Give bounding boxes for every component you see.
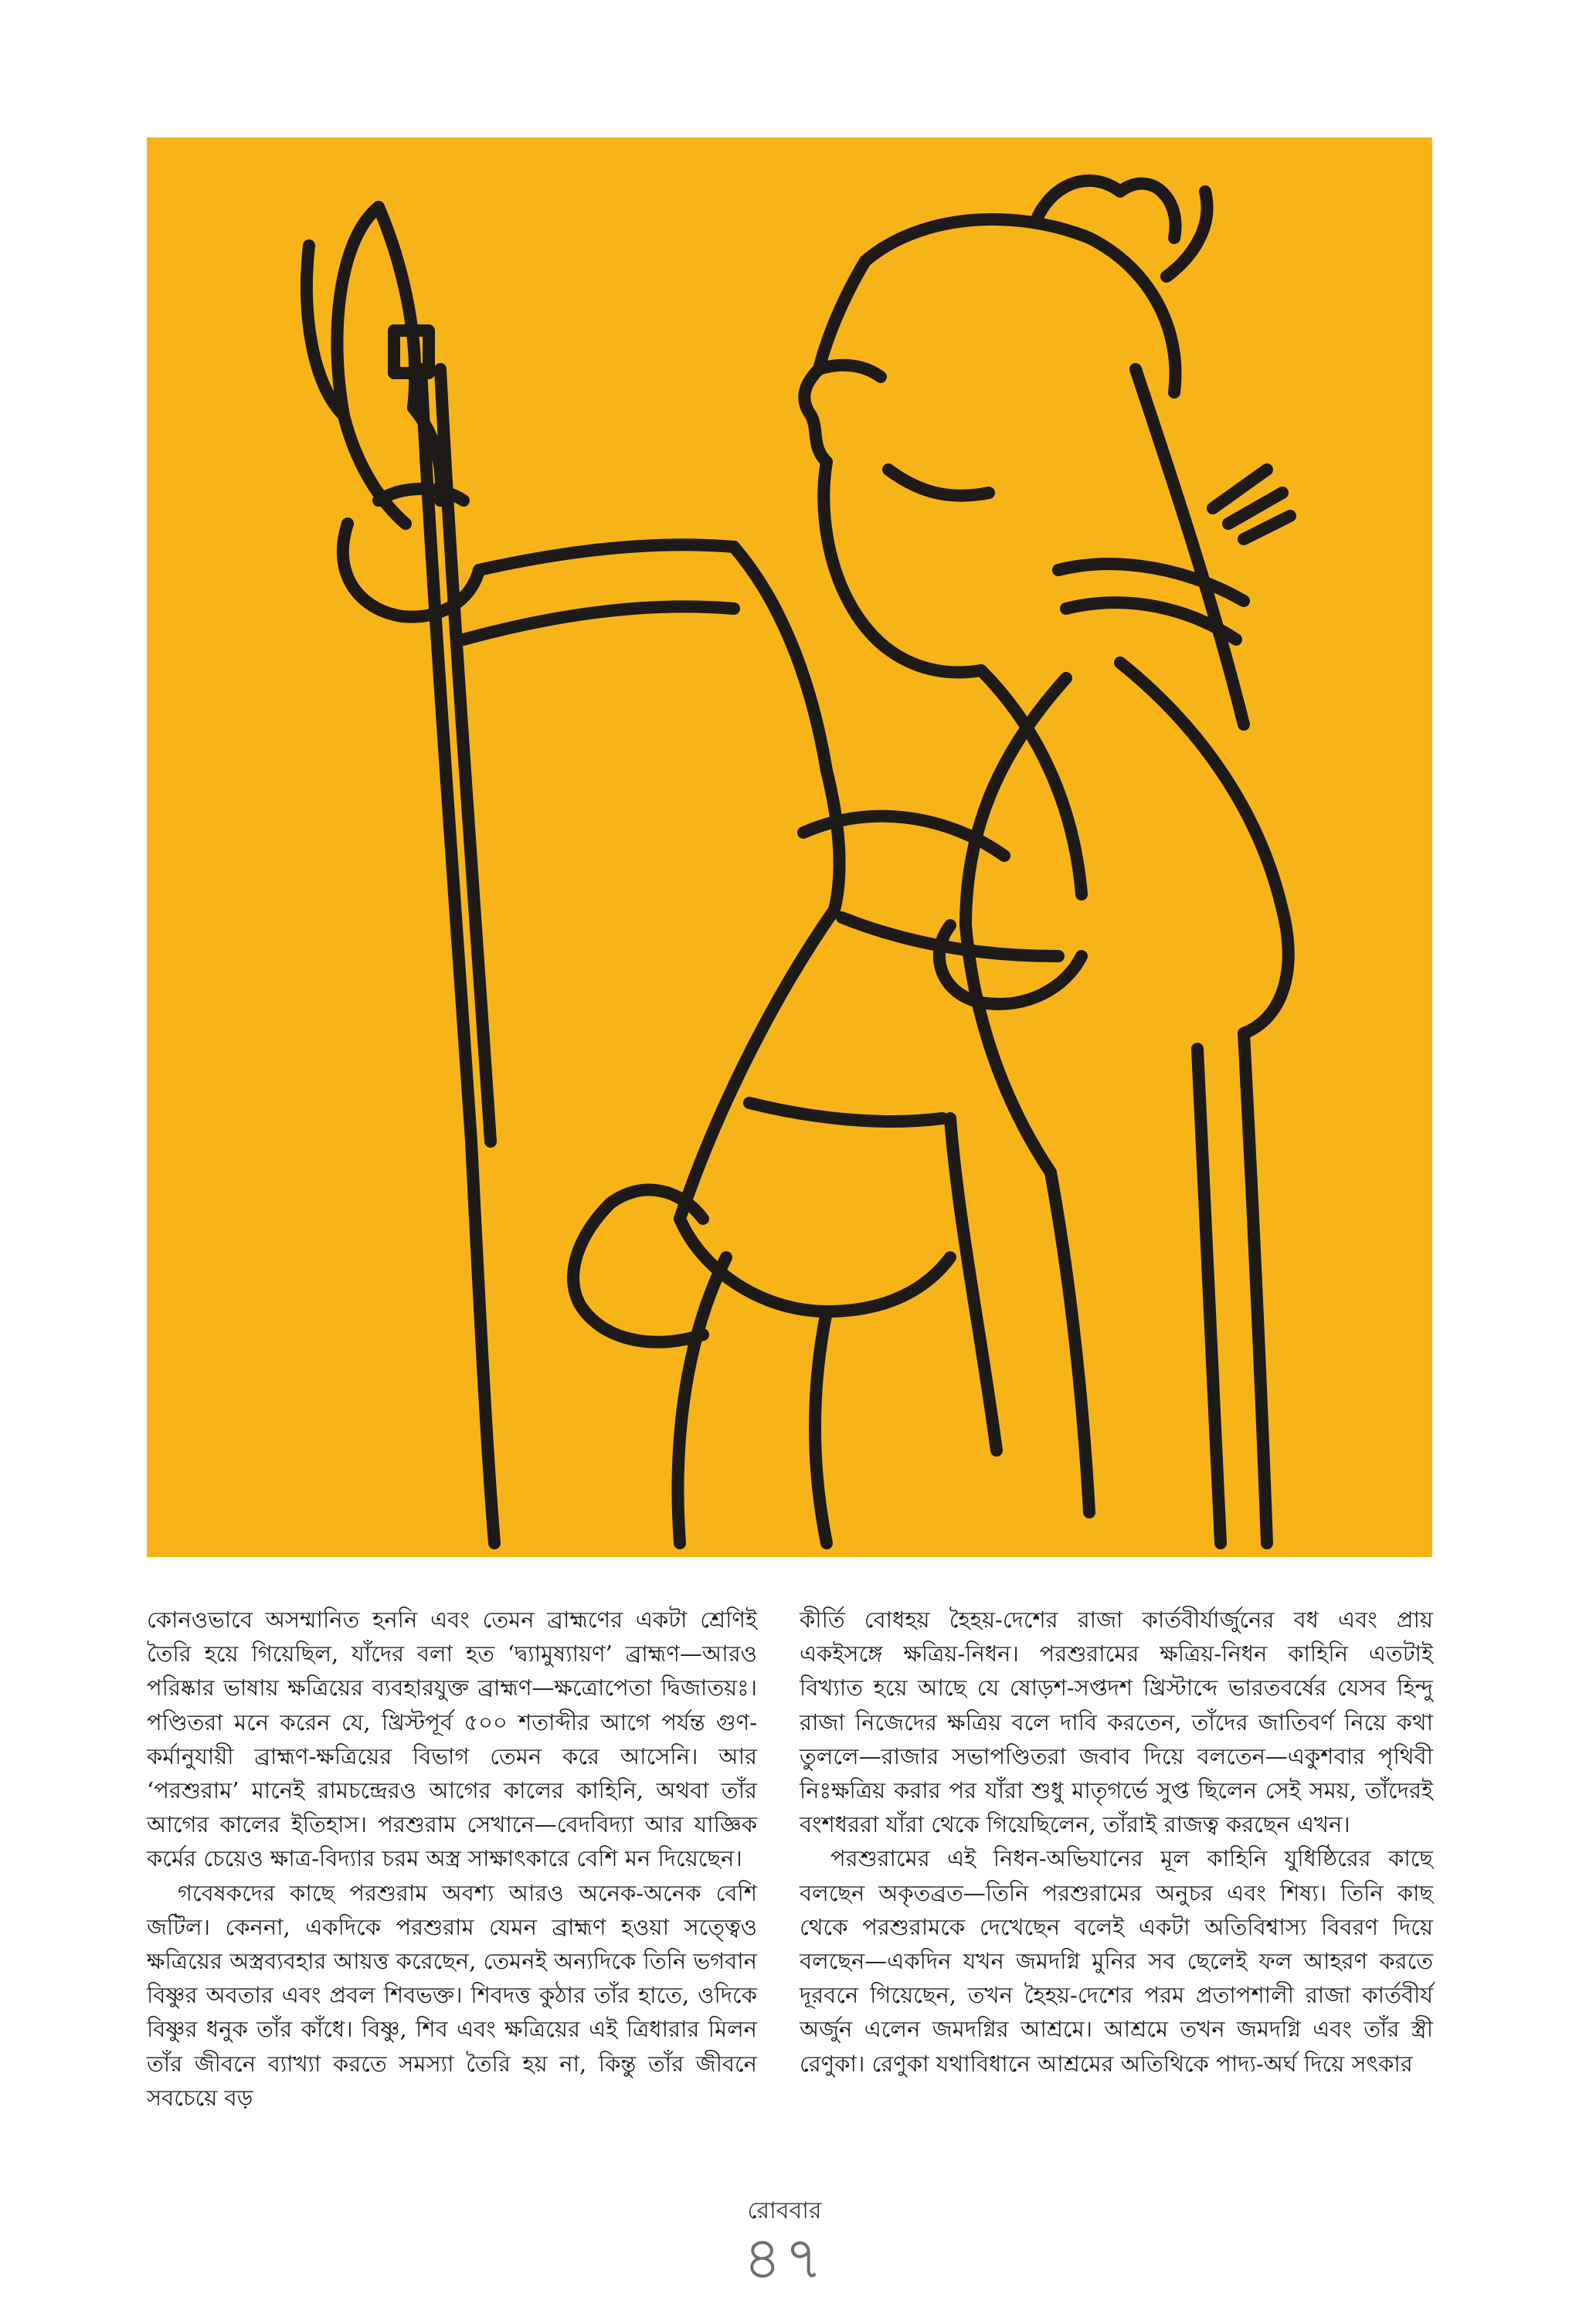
paragraph: পরশুরামের এই নিধন-অভিযানের মূল কাহিনি যুধিষ্ঠিরের কাছে বলছেন অকৃতব্রত—তিনি পরশুরামের অনুচর এবং শিষ্য। তিনি কাছ থেকে পরশুরামকে দেখেছেন বলেই একটা অতিবিশ্বাস্য বিবরণ দিয়ে বলছেন—একদিন যখন জমদগ্নি মুনির সব ছেলেই ফল আহরণ করতে দূরবনে গিয়েছেন, তখন হৈহয়-দেশের পরম প্রতাপশালী রাজা কার্তবীর্য অর্জুন এলেন জমদগ্নির আশ্রমে। আশ্রমে তখন জমদগ্নি এবং তাঁর স্ত্রী রেণুকা। রেণুকা যথাবিধানে আশ্রমের অতিথিকে পাদ্য-অর্ঘ দিয়ে সৎকার bbox=[800, 1845, 1433, 2077]
page-number: ৪৭ bbox=[743, 2224, 826, 2292]
paragraph: কীর্তি বোধহয় হৈহয়-দেশের রাজা কার্তবীর্যার্জুনের বধ এবং প্রায় একইসঙ্গে ক্ষত্রিয়-নিধন। পরশুরামের ক্ষত্রিয়-নিধন কাহিনি এতটাই বিখ্যাত হয়ে আছে যে ষোড়শ-সপ্তদশ খ্রিস্টাব্দে ভারতবর্ষের যেসব হিন্দু রাজা নিজেদের ক্ষত্রিয় বলে দাবি করতেন, তাঁদের জাতিবর্ণ নিয়ে কথা তুললে—রাজার সভাপণ্ডিতরা জবাব দিয়ে বলতেন—একুশবার পৃথিবী নিঃক্ষত্রিয় করার পর যাঁরা শুধু মাতৃগর্ভে সুপ্ত ছিলেন সেই সময়, তাঁদেরই বংশধররা যাঁরা থেকে গিয়েছিলেন, তাঁরাই রাজত্ব করছেন এখন। bbox=[800, 1606, 1433, 1838]
paragraph: গবেষকদের কাছে পরশুরাম অবশ্য আরও অনেক-অনেক বেশি জটিল। কেননা, একদিকে পরশুরাম যেমন ব্রাহ্মণ হওয়া সত্ত্বেও ক্ষত্রিয়ের অস্ত্রব্যবহার আয়ত্ত করেছেন, তেমনই অন্যদিকে তিনি ভগবান বিষ্ণুর অবতার এবং প্রবল শিবভক্ত। শিবদত্ত কুঠার তাঁর হাতে, ওদিকে বিষ্ণুর ধনুক তাঁর কাঁধে। বিষ্ণু, শিব এবং ক্ষত্রিয়ের এই ত্রিধারার মিলন তাঁর জীবনে ব্যাখ্যা করতে সমস্যা তৈরি হয় না, কিন্তু তাঁর জীবনে সবচেয়ে বড় bbox=[147, 1879, 757, 2111]
parashurama-with-axe-icon bbox=[147, 137, 1432, 1557]
parashurama-illustration bbox=[147, 137, 1432, 1557]
paragraph: কোনওভাবে অসম্মানিত হননি এবং তেমন ব্রাহ্মণের একটা শ্রেণিই তৈরি হয়ে গিয়েছিল, যাঁদের বলা হত ‘দ্ব্যামুষ্যায়ণ’ ব্রাহ্মণ—আরও পরিষ্কার ভাষায় ক্ষত্রিয়ের ব্যবহারযুক্ত ব্রাহ্মণ—ক্ষত্রোপেতা দ্বিজাতয়ঃ। পণ্ডিতরা মনে করেন যে, খ্রিস্টপূর্ব ৫০০ শতাব্দীর আগে পর্যন্ত গুণ-কর্মানুযায়ী ব্রাহ্মণ-ক্ষত্রিয়ের বিভাগ তেমন করে আসেনি। আর ‘পরশুরাম’ মানেই রামচন্দ্রেরও আগের কালের কাহিনি, অথবা তাঁর আগের কালের ইতিহাস। পরশুরাম সেখানে—বেদবিদ্যা আর যাজ্ঞিক কর্মের চেয়েও ক্ষাত্র-বিদ্যার চরম অস্ত্র সাক্ষাৎকারে বেশি মন দিয়েছেন। bbox=[147, 1606, 757, 1872]
right-text-column bbox=[800, 1603, 1433, 2081]
magazine-name: রোববার bbox=[747, 2197, 822, 2224]
left-text-column bbox=[147, 1603, 757, 2115]
